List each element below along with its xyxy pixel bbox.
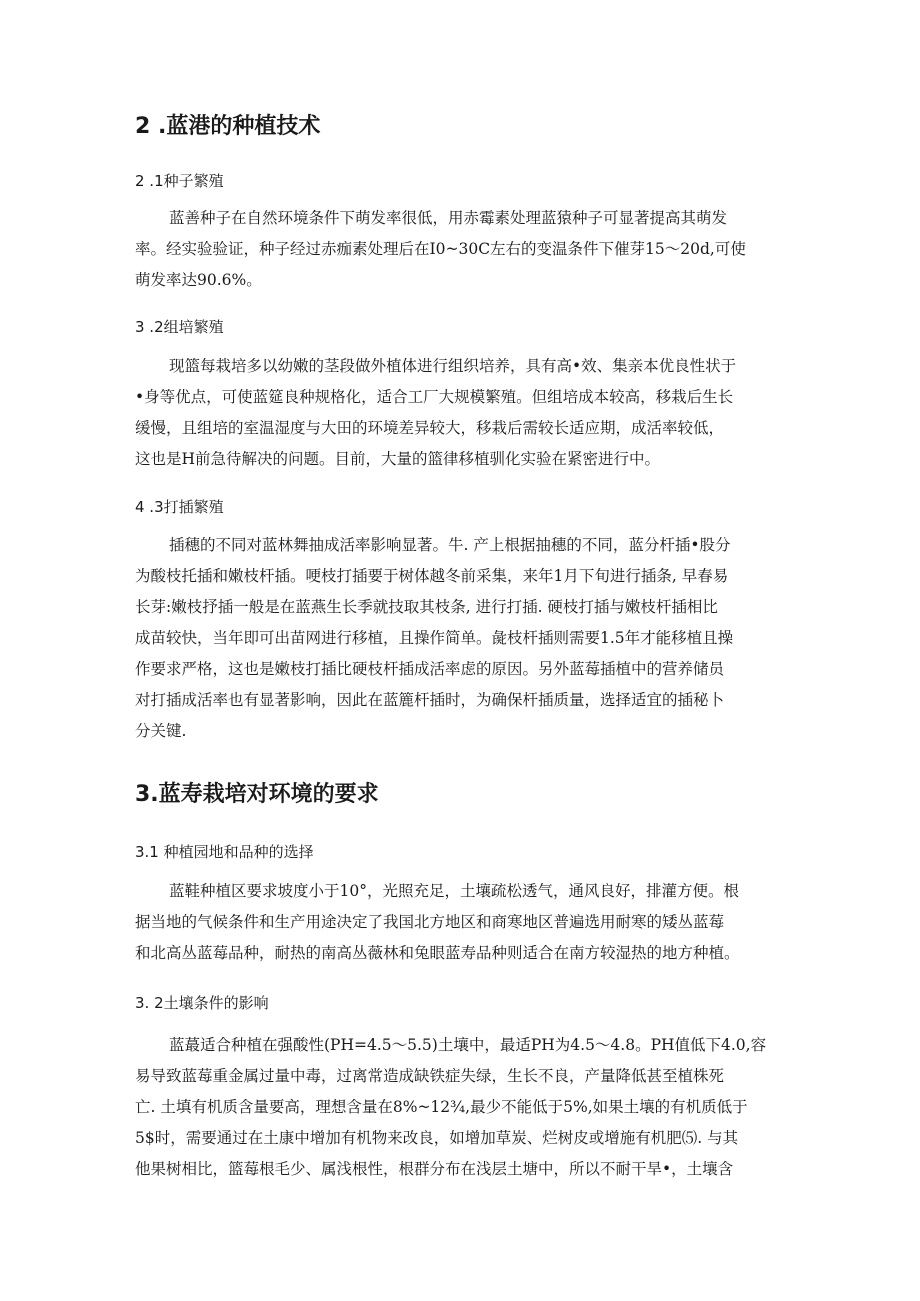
paragraph [135, 351, 785, 475]
text-line: 对打插成活率也有显著影响，因此在蓝簏杆插时，为确保杆插质量，选择适宜的插秘卜 [135, 691, 725, 709]
text-line: 5$时，需要通过在土康中增加有机物来改良，如增加草炭、烂树皮或增施有机肥⑸. 与其 [135, 1129, 739, 1147]
text-line: 据当地的气候条件和生产用途决定了我国北方地区和商寒地区普遍选用耐寒的矮丛蓝莓 [135, 913, 725, 931]
text-line: 蓝蕞适合种植在强酸性(PH=4.5～5.5)土壤中，最适PH为4.5～4.8。PH值低下4.0,容 [169, 1036, 767, 1054]
section-heading: 2 .蓝港的种植技术 [135, 114, 321, 139]
text-line: 插穗的不同对蓝林舞抽成活率影响显著。牛. 产上根据抽穗的不同，蓝分杆插•股分 [169, 536, 731, 554]
text-line: 作要求严格，这也是嫩枝打插比硬枝杆插成活率虑的原因。另外蓝莓插植中的营养储员 [135, 660, 725, 678]
subsection-heading: 3 .2组培繁殖 [135, 318, 224, 336]
paragraph [135, 1030, 785, 1185]
text-line: 现篮每栽培多以幼嫩的茎段做外植体进行组织培养，具有高•效、集亲本优良性状于 [169, 357, 737, 375]
subsection-heading: 3. 2土壤条件的影响 [135, 994, 269, 1012]
text-line: 和北高丛蓝莓品种，耐热的南高丛薇林和兔眼蓝寿品种则适合在南方较湿热的地方种植。 [135, 944, 740, 962]
text-line: 亡. 土填有机质含量要高，理想含量在8%~12¾,最少不能低于5%,如果土壤的有机质低于 [135, 1098, 748, 1116]
text-line: 易导致蓝莓重金属过量中毒，过离常造成缺铁症失绿，生长不良，产量降低甚至植株死 [135, 1067, 725, 1085]
text-line: 萌发率达90.6%。 [135, 271, 262, 289]
text-line: 缓慢，且组培的室温湿度与大田的环境差异较大，移栽后需较长适应期，成活率较低， [135, 419, 725, 437]
subsection-heading: 3.1 种植园地和品种的选择 [135, 843, 314, 861]
subsection-heading: 2 .1种子繁殖 [135, 172, 224, 190]
text-line: 蓝鞋种植区要求坡度小于10°，光照充足，土壤疏松透气，通风良好，排灌方便。根 [169, 882, 739, 900]
text-line: 成苗较快，当年即可出苗网进行移植，且操作简单。彘枝杆插则需要1.5年才能移植且操 [135, 629, 734, 647]
section-heading: 3.蓝寿栽培对环境的要求 [135, 782, 379, 807]
text-line: 为酸枝托插和嫩枝杆插。哽枝打插要于树体越冬前采集，来年1月下旬进行插条, 早春易 [135, 567, 729, 585]
text-line: 分关键. [135, 722, 187, 740]
text-line: 率。经实验验证，种子经过赤痂素处理后在I0~30C左右的变温条件下催芽15～20d,可使 [135, 240, 746, 258]
paragraph [135, 530, 785, 747]
paragraph [135, 203, 785, 296]
paragraph [135, 876, 785, 969]
text-line: 他果树相比，篮莓根毛少、属浅根性，根群分布在浅层土塘中，所以不耐干旱•，土壤含 [135, 1160, 734, 1178]
text-line: 这也是H前急待解决的问题。目前，大量的篮律移植驯化实验在紧密进行中。 [135, 450, 661, 468]
text-line: •身等优点，可使蓝筵良种规格化，适合工厂大规模繁殖。但组培成本较高，移栽后生长 [135, 388, 734, 406]
text-line: 蓝善种子在自然环境条件下萌发率很低，用赤霉素处理蓝猿种子可显著提高其萌发 [169, 209, 728, 227]
text-line: 长芽:嫩枝抒插一般是在蓝燕生长季就技取其枝条, 进行打插. 硬枝打插与嫩枝杆插相比 [135, 598, 718, 616]
subsection-heading: 4 .3打插繁殖 [135, 498, 224, 516]
